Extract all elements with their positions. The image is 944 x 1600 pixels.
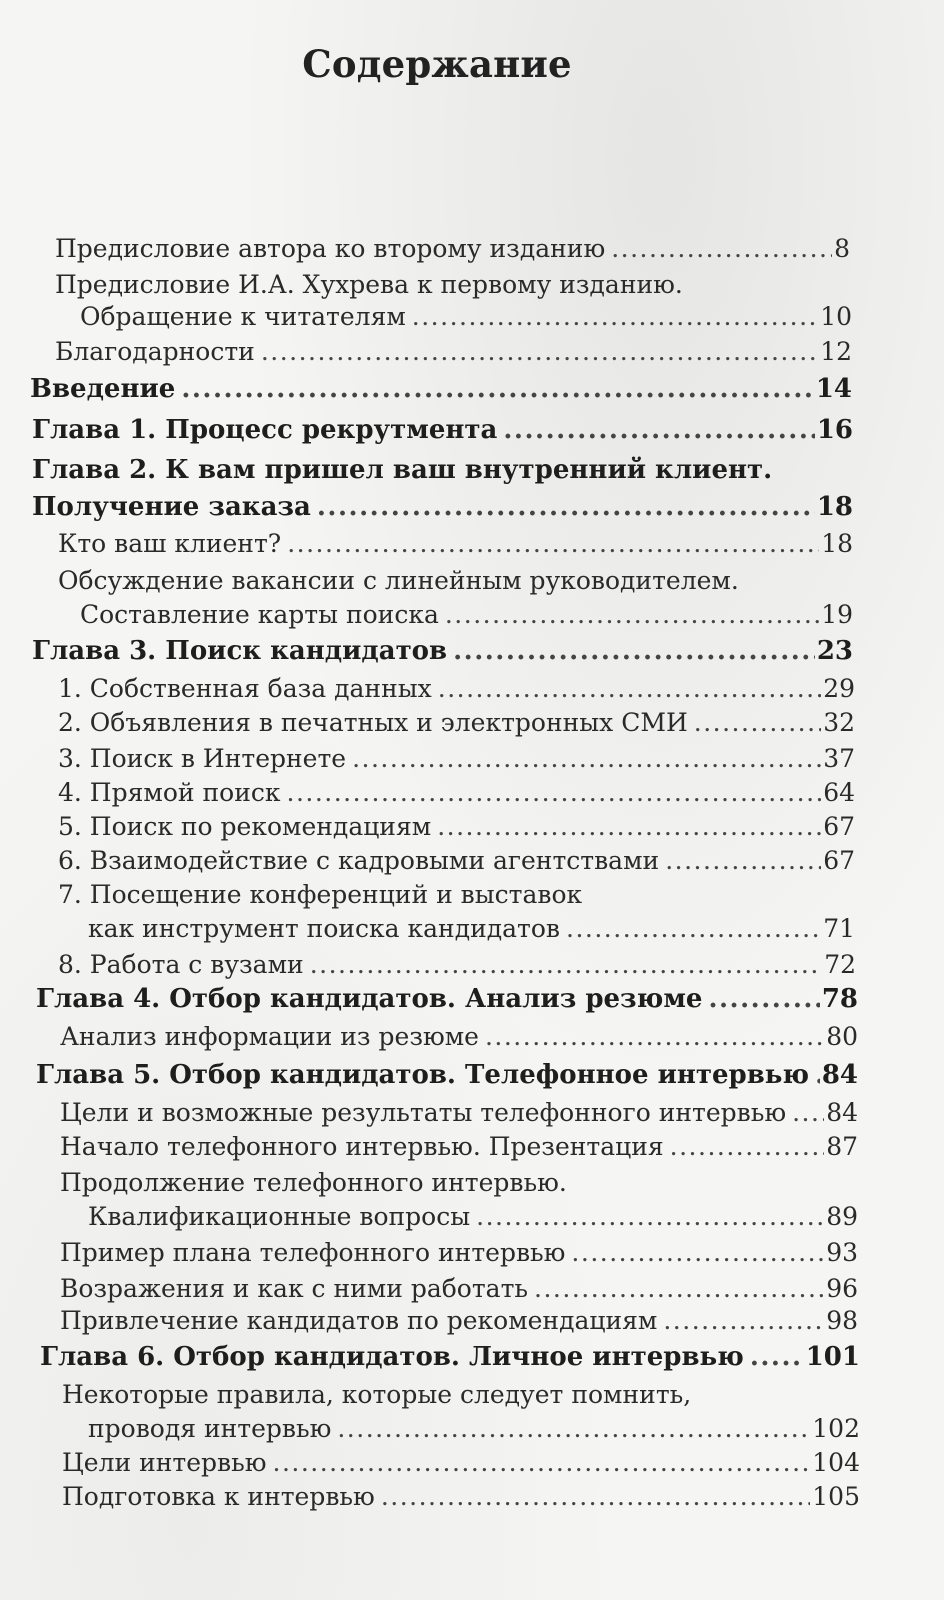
toc-entry-title: Составление карты поиска <box>80 600 439 629</box>
toc-entry-title: Предисловие И.А. Хухрева к первому изданию. <box>55 270 683 299</box>
toc-entry-page-number: 67 <box>823 846 855 875</box>
dot-leader <box>503 413 814 447</box>
toc-entry-title: 6. Взаимодействие с кадровыми агентствами <box>58 846 660 875</box>
dot-leader <box>438 672 821 706</box>
toc-entry-page-number: 8 <box>834 234 850 263</box>
toc-entry <box>60 1130 858 1164</box>
toc-entry-page-number: 29 <box>823 674 855 703</box>
toc-entry-page-number: 12 <box>820 337 852 366</box>
page-title: Содержание <box>302 42 572 86</box>
toc-entry-page-number: 14 <box>815 374 852 404</box>
toc-entry-page-number: 19 <box>821 600 853 629</box>
toc-entry <box>55 335 852 369</box>
toc-entry-title: Предисловие автора ко второму изданию <box>55 234 606 263</box>
toc-entry <box>58 810 855 844</box>
toc-entry-title: Получение заказа <box>32 492 311 522</box>
dot-leader <box>750 1340 804 1374</box>
toc-entry <box>88 1200 858 1234</box>
toc-entry-page-number: 67 <box>823 812 855 841</box>
toc-entry <box>60 1272 858 1306</box>
dot-leader <box>381 1480 810 1514</box>
toc-entry-title: Обращение к читателям <box>80 302 406 331</box>
dot-leader <box>261 335 818 369</box>
dot-leader <box>571 1236 824 1270</box>
dot-leader <box>317 490 815 524</box>
toc-entry-title: Анализ информации из резюме <box>60 1022 479 1051</box>
toc-entry-title: Продолжение телефонного интервью. <box>60 1168 567 1197</box>
dot-leader <box>453 634 815 668</box>
toc-entry <box>80 300 852 334</box>
toc-entry-page-number: 101 <box>805 1342 860 1372</box>
toc-entry <box>30 372 852 406</box>
toc-entry-page-number: 84 <box>826 1098 858 1127</box>
toc-entry-page-number: 98 <box>826 1306 858 1335</box>
toc-entry-page-number: 78 <box>821 984 858 1014</box>
toc-entry-title: Глава 4. Отбор кандидатов. Анализ резюме <box>36 984 703 1014</box>
toc-entry <box>62 1378 691 1412</box>
dot-leader <box>476 1200 824 1234</box>
toc-entry-page-number: 87 <box>826 1132 858 1161</box>
toc-entry-title: Кто ваш клиент? <box>58 529 282 558</box>
dot-leader <box>815 1058 820 1092</box>
dot-leader <box>485 1020 824 1054</box>
toc-entry <box>58 672 855 706</box>
toc-entry-title: Цели интервью <box>62 1448 267 1477</box>
dot-leader <box>352 742 821 776</box>
dot-leader <box>287 776 822 810</box>
toc-entry-title: Глава 6. Отбор кандидатов. Личное интервью <box>40 1342 744 1372</box>
toc-entry-page-number: 84 <box>821 1060 858 1090</box>
dot-leader <box>412 300 818 334</box>
toc-entry-page-number: 18 <box>821 529 853 558</box>
toc-entry-page-number: 10 <box>820 302 852 331</box>
toc-entry-title: Пример плана телефонного интервью <box>60 1238 566 1267</box>
toc-entry-page-number: 37 <box>823 744 855 773</box>
toc-entry-page-number: 72 <box>824 950 856 979</box>
dot-leader <box>665 844 821 878</box>
toc-entry <box>36 982 858 1016</box>
toc-entry-title: 8. Работа с вузами <box>58 950 304 979</box>
toc-entry-title: проводя интервью <box>88 1414 332 1443</box>
toc-entry-title: Глава 3. Поиск кандидатов <box>32 636 448 666</box>
toc-entry-title: Подготовка к интервью <box>62 1482 375 1511</box>
toc-entry-page-number: 64 <box>823 778 855 807</box>
toc-entry-page-number: 89 <box>826 1202 858 1231</box>
toc-entry <box>60 1166 567 1200</box>
toc-entry-page-number: 96 <box>826 1274 858 1303</box>
dot-leader <box>310 948 822 982</box>
toc-entry-title: Глава 2. К вам пришел ваш внутренний клиент. <box>32 455 773 485</box>
toc-entry <box>58 948 856 982</box>
toc-entry <box>58 844 855 878</box>
toc-entry-title: 7. Посещение конференций и выставок <box>58 880 583 909</box>
toc-entry-title: 5. Поиск по рекомендациям <box>58 812 432 841</box>
dot-leader <box>437 810 821 844</box>
toc-entry-page-number: 102 <box>812 1414 860 1443</box>
toc-entry <box>58 706 855 740</box>
dot-leader <box>445 598 819 632</box>
toc-entry <box>62 1480 860 1514</box>
toc-entry <box>58 776 855 810</box>
toc-entry-title: Обсуждение вакансии с линейным руководителем. <box>58 566 739 595</box>
toc-entry-page-number: 104 <box>812 1448 860 1477</box>
toc-entry-page-number: 80 <box>826 1022 858 1051</box>
dot-leader <box>287 527 819 561</box>
toc-entry-title: Благодарности <box>55 337 255 366</box>
dot-leader <box>663 1304 824 1338</box>
toc-entry-page-number: 105 <box>812 1482 860 1511</box>
dot-leader <box>566 912 821 946</box>
dot-leader <box>273 1446 811 1480</box>
toc-entry <box>58 564 739 598</box>
toc-entry-page-number: 32 <box>823 708 855 737</box>
toc-entry <box>60 1020 858 1054</box>
toc-entry <box>40 1340 860 1374</box>
toc-entry-title: Привлечение кандидатов по рекомендациям <box>60 1306 658 1335</box>
dot-leader <box>611 232 832 266</box>
toc-entry-title: 4. Прямой поиск <box>58 778 281 807</box>
dot-leader <box>337 1412 810 1446</box>
toc-entry <box>60 1304 858 1338</box>
dot-leader <box>670 1130 825 1164</box>
toc-entry-title: Глава 1. Процесс рекрутмента <box>32 415 498 445</box>
toc-entry <box>32 413 853 447</box>
toc-entry-title: Начало телефонного интервью. Презентация <box>60 1132 664 1161</box>
toc-entry <box>32 490 853 524</box>
dot-leader <box>694 706 821 740</box>
toc-entry-page-number: 23 <box>816 636 853 666</box>
toc-entry <box>62 1446 860 1480</box>
toc-entry <box>88 912 855 946</box>
dot-leader <box>708 982 819 1016</box>
toc-entry <box>80 598 853 632</box>
toc-entry <box>58 527 853 561</box>
toc-entry-page-number: 16 <box>816 415 853 445</box>
toc-entry <box>58 742 855 776</box>
toc-entry <box>32 634 853 668</box>
toc-entry-title: 3. Поиск в Интернете <box>58 744 347 773</box>
toc-entry <box>55 268 683 302</box>
toc-entry <box>55 232 850 266</box>
toc-entry-title: Квалификационные вопросы <box>88 1202 471 1231</box>
toc-entry-page-number: 71 <box>823 914 855 943</box>
dot-leader <box>792 1096 824 1130</box>
toc-entry <box>36 1058 858 1092</box>
dot-leader <box>534 1272 824 1306</box>
toc-entry-title: как инструмент поиска кандидатов <box>88 914 561 943</box>
dot-leader <box>181 372 814 406</box>
toc-entry <box>88 1412 860 1446</box>
toc-entry <box>58 878 582 912</box>
toc-entry-title: Возражения и как с ними работать <box>60 1274 529 1303</box>
toc-entry <box>60 1236 858 1270</box>
toc-entry-title: Глава 5. Отбор кандидатов. Телефонное интервью <box>36 1060 810 1090</box>
toc-entry-page-number: 93 <box>826 1238 858 1267</box>
toc-entry <box>32 453 772 487</box>
toc-entry-title: Некоторые правила, которые следует помнить, <box>62 1380 692 1409</box>
toc-entry-title: Введение <box>30 374 176 404</box>
toc-entry-title: Цели и возможные результаты телефонного интервью <box>60 1098 787 1127</box>
toc-entry <box>60 1096 858 1130</box>
toc-entry-title: 2. Объявления в печатных и электронных СМИ <box>58 708 688 737</box>
toc-entry-page-number: 18 <box>816 492 853 522</box>
toc-entry-title: 1. Собственная база данных <box>58 674 432 703</box>
